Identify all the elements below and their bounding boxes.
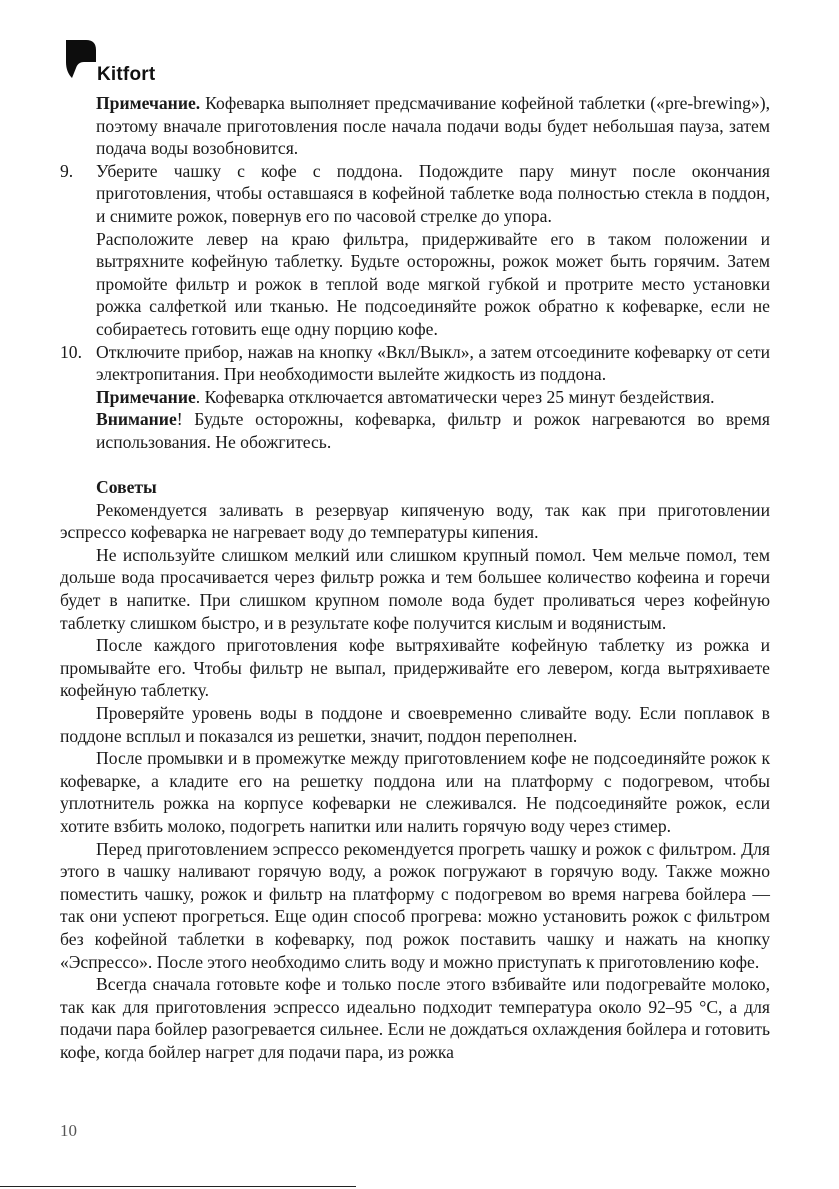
warning	[60, 408, 770, 453]
step-10	[60, 341, 770, 386]
note-text: . Кофеварка отключается автоматически через 25 минут бездействия.	[195, 386, 715, 407]
step-9	[60, 160, 770, 228]
step-9-continued: Расположите левер на краю фильтра, придерживайте его в таком положении и вытряхните кофейную таблетку. Будьте осторожны, рожок может быть горячим. Затем промойте фильтр и рожок в теплой воде мягкой губкой и протрите место установки рожка салфеткой или тканью. Не подсоединяйте рожок обратно к кофеварке, если не собираетесь готовить еще одну порцию кофе.	[96, 228, 770, 339]
tips-heading: Советы	[96, 477, 157, 498]
note-prebrewing	[60, 92, 770, 160]
tip-paragraph: Проверяйте уровень воды в поддоне и своевременно сливайте воду. Если поплавок в поддоне всплыл и показался из решетки, значит, поддон переполнен.	[60, 703, 770, 746]
note-label: Примечание.	[96, 93, 201, 113]
note-label: Примечание	[96, 386, 196, 407]
step-number: 9.	[60, 160, 74, 181]
footer-divider	[0, 1186, 356, 1187]
page-number: 10	[60, 1121, 77, 1140]
tip-paragraph: Всегда сначала готовьте кофе и только после этого взбивайте или подогревайте молоко, так как для приготовления эспрессо идеально подходит температура около 92–95 °C, а для подачи пара бойлер разогревается сильнее. Если не дождаться охлаждения бойлера и готовить кофе, когда бойлер нагрет для подачи пара, из рожка	[60, 974, 770, 1062]
warning-text: ! Будьте осторожны, кофеварка, фильтр и рожок нагреваются во время использования. Не обожгитесь.	[96, 409, 770, 452]
warning-label: Внимание	[96, 409, 177, 430]
kitfort-logo-icon	[64, 38, 98, 80]
step-text: Отключите прибор, нажав на кнопку «Вкл/Выкл», а затем отсоедините кофеварку от сети электропитания. При необходимости вылейте жидкость из поддона.	[96, 341, 770, 385]
step-number: 10.	[60, 341, 82, 362]
tip-paragraph: После каждого приготовления кофе вытряхивайте кофейную таблетку из рожка и промывайте его. Чтобы фильтр не выпал, придерживайте его левером, когда вытряхиваете кофейную таблетку.	[60, 635, 770, 701]
tip-paragraph: После промывки и в промежутке между приготовлением кофе не подсоединяйте рожок к кофеварке, а кладите его на решетку поддона или на платформу с подогревом, чтобы уплотнитель рожка на корпусе кофеварки не слеживался. Не подсоединяйте рожок, если хотите взбить молоко, подогреть напитки или налить горячую воду через стимер.	[60, 748, 770, 836]
note-text: Кофеварка выполняет предсмачивание кофейной таблетки («pre-brewing»), поэтому вначале приготовления после начала подачи воды будет небольшая пауза, затем подача воды возобновится.	[96, 93, 770, 159]
page-content	[60, 92, 770, 1064]
tip-paragraph: Рекомендуется заливать в резервуар кипяченую воду, так как при приготовлении эспрессо кофеварка не нагревает воду до температуры кипения.	[60, 499, 770, 543]
step-text: Уберите чашку с кофе с поддона. Подождите пару минут после окончания приготовления, чтобы оставшаяся в кофейной таблетке вода полностью стекла в поддон, и снимите рожок, повернув его по часовой стрелке до упора.	[96, 160, 770, 226]
tip-paragraph: Перед приготовлением эспрессо рекомендуется прогреть чашку и рожок с фильтром. Для этого в чашку наливают горячую воду, а рожок погружают в горячую воду. Также можно поместить чашку, рожок и фильтр на платформу с подогревом во время нагрева бойлера — так они успеют прогреться. Еще один способ прогрева: можно установить рожок с фильтром без кофейной таблетки в кофеварку, под рожок поставить чашку и нажать на кнопку «Эспрессо». После этого необходимо слить воду и можно приступать к приготовлению кофе.	[60, 838, 770, 972]
note-auto-off	[60, 386, 770, 409]
tip-paragraph: Не используйте слишком мелкий или слишком крупный помол. Чем мельче помол, тем дольше вода просачивается через фильтр рожка и тем большее количество кофеина и горечи будет в напитке. При слишком крупном помоле вода будет проливаться через кофейную таблетку слишком быстро, и в результате кофе получится кислым и водянистым.	[60, 544, 770, 633]
brand-name: Kitfort	[97, 64, 156, 85]
